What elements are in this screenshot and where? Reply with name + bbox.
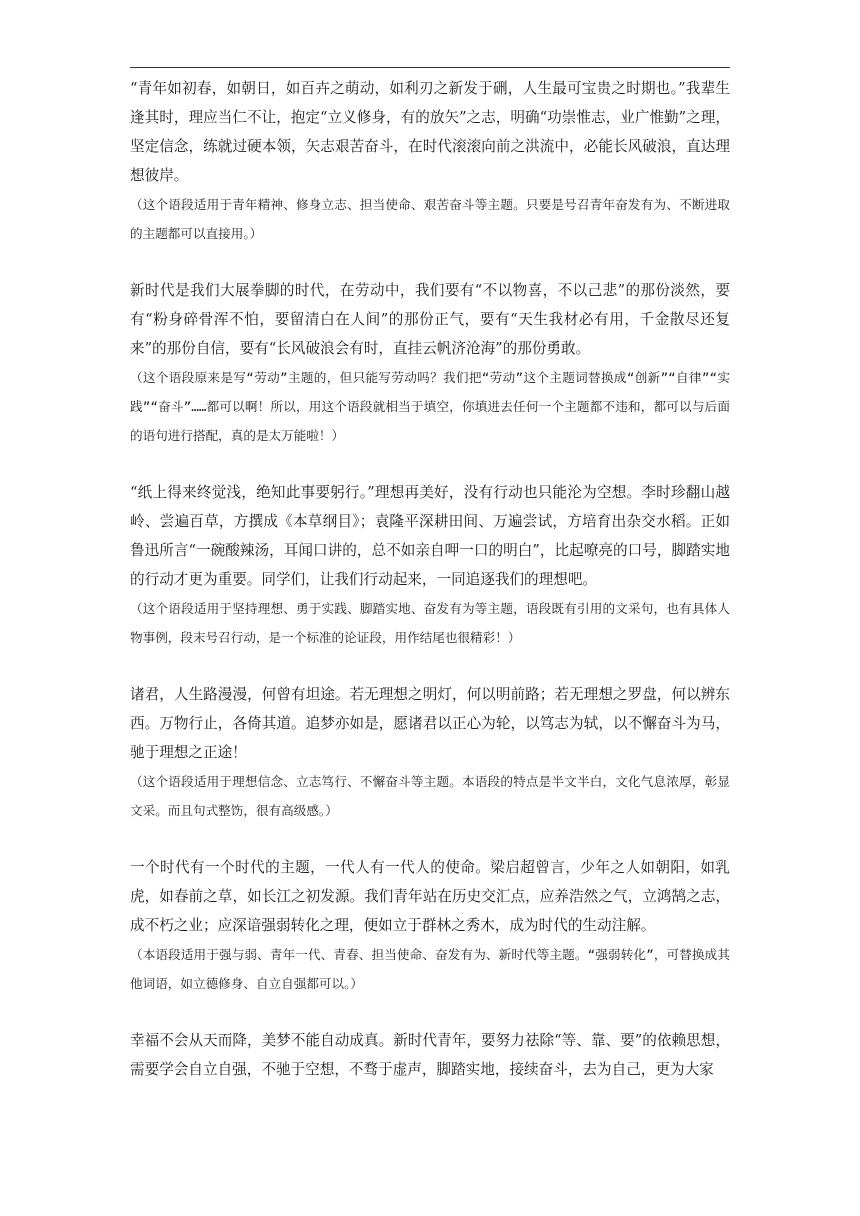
passage-note: （这个语段原来是写“劳动”主题的，但只能写劳动吗？我们把“劳动”这个主题词替换成“创新”“自律”“实践”“奋斗”……都可以啊！所以，用这个语段就相当于填空，你填进去任何一个主题都不违和，都可以与后面的语句进行搭配，真的是太万能啦！） xyxy=(130,370,730,443)
passage-text: “青年如初春，如朝日，如百卉之萌动，如利刃之新发于硎，人生最可宝贵之时期也。”我辈生逢其时，理应当仁不让，抱定“立义修身，有的放矢”之志，明确“功崇惟志，业广惟勤”之理，坚定信念，练就过硬本领，矢志艰苦奋斗，在时代滚滚向前之洪流中，必能长风破浪，直达理想彼岸。 xyxy=(130,80,730,184)
passage-5 xyxy=(130,853,730,998)
passage-note: （这个语段适用于青年精神、修身立志、担当使命、艰苦奋斗等主题。只要是号召青年奋发有为、不断进取的主题都可以直接用。） xyxy=(130,197,730,241)
passage-2 xyxy=(130,276,730,450)
passage-note: （这个语段适用于坚持理想、勇于实践、脚踏实地、奋发有为等主题，语段既有引用的文采句，也有具体人物事例，段末号召行动，是一个标准的论证段，用作结尾也很精彩！） xyxy=(130,601,730,645)
passage-text: 新时代是我们大展拳脚的时代，在劳动中，我们要有“不以物喜，不以己悲”的那份淡然，要有“粉身碎骨浑不怕，要留清白在人间”的那份正气，要有“天生我材必有用，千金散尽还复来”的那份自信，要有“长风破浪会有时，直挂云帆济沧海”的那份勇敢。 xyxy=(130,282,730,357)
passage-text: 幸福不会从天而降，美梦不能自动成真。新时代青年，要努力祛除“等、靠、要”的依赖思想，需要学会自立自强，不驰于空想，不骛于虚声，脚踏实地，接续奋斗，去为自己，更为大家 xyxy=(130,1032,730,1078)
passage-3 xyxy=(130,478,730,652)
passage-text: “纸上得来终觉浅，绝知此事要躬行。”理想再美好，没有行动也只能沦为空想。李时珍翻山越岭、尝遍百草，方撰成《本草纲目》；袁隆平深耕田间、万遍尝试，方培育出杂交水稻。正如鲁迅所言“一碗酸辣汤，耳闻口讲的，总不如亲自呷一口的明白”，比起嘹亮的口号，脚踏实地的行动才更为重要。同学们，让我们行动起来，一同追逐我们的理想吧。 xyxy=(130,484,730,588)
document-body xyxy=(130,70,730,1112)
passage-text: 诸君，人生路漫漫，何曾有坦途。若无理想之明灯，何以明前路；若无理想之罗盘，何以辨东西。万物行止，各倚其道。追梦亦如是，愿诸君以正心为轮，以笃志为轼，以不懈奋斗为马，驰于理想之正途！ xyxy=(130,686,730,761)
passage-text: 一个时代有一个时代的主题，一代人有一代人的使命。梁启超曾言，少年之人如朝阳，如乳虎，如春前之草，如长江之初发源。我们青年站在历史交汇点，应养浩然之气，立鸿鹄之志，成不朽之业；应深谙强弱转化之理，便如立于群林之秀木，成为时代的生动注解。 xyxy=(130,859,730,934)
passage-note: （这个语段适用于理想信念、立志笃行、不懈奋斗等主题。本语段的特点是半文半白，文化气息浓厚，彰显文采。而且句式整饬，很有高级感。） xyxy=(130,774,730,818)
passage-6 xyxy=(130,1026,730,1084)
header-rule xyxy=(130,67,730,68)
passage-1 xyxy=(130,74,730,248)
passage-4 xyxy=(130,680,730,825)
passage-note: （本语段适用于强与弱、青年一代、青春、担当使命、奋发有为、新时代等主题。“强弱转化”，可替换成其他词语，如立德修身、自立自强都可以。） xyxy=(130,947,730,991)
